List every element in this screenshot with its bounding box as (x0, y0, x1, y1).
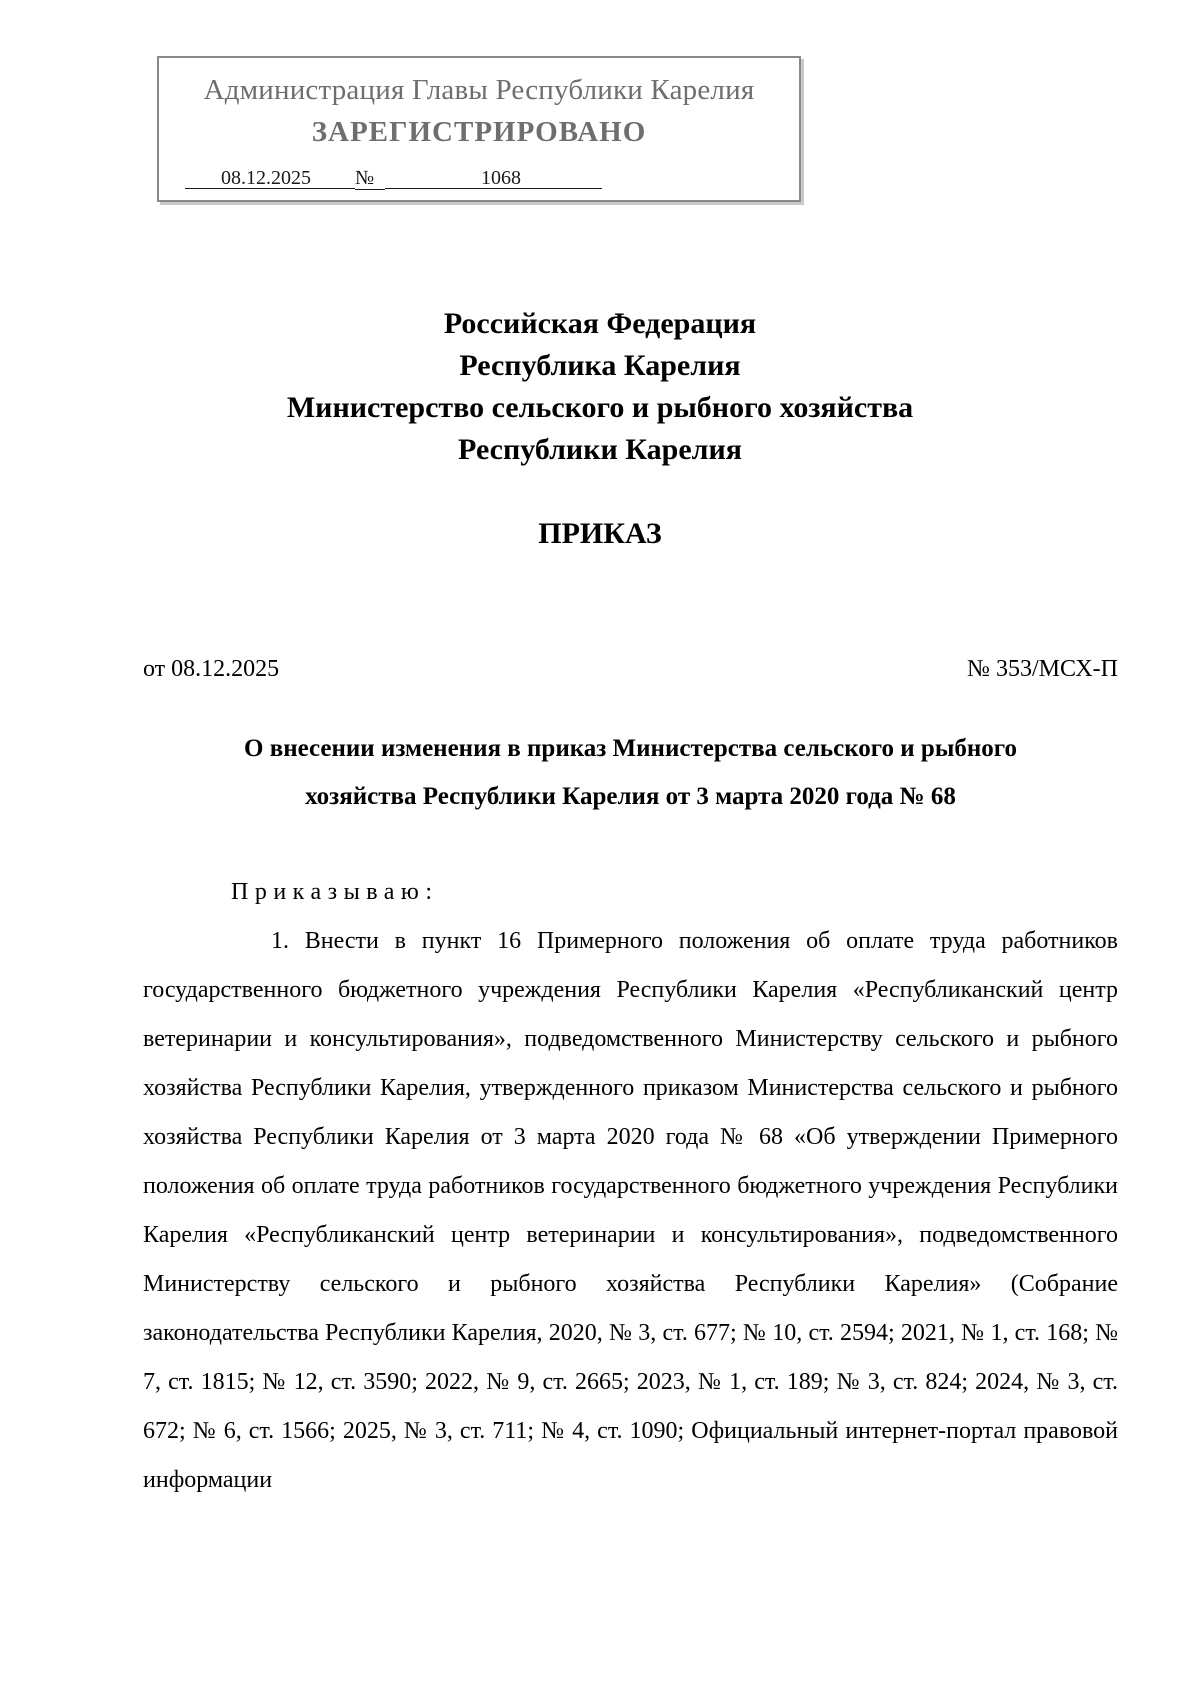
header-republic: Республика Карелия (459, 349, 741, 382)
document-type: ПРИКАЗ (538, 517, 662, 550)
paragraph-1: 1. Внести в пункт 16 Примерного положения об оплате труда работников государственного бюджетного учреждения Республики Карелия «Республиканский центр ветеринарии и консультирования», подведомственного Министерству сельского и рыбного хозяйства Республики Карелия, утвержденного приказом Министерства сельского и рыбного хозяйства Республики Карелия от 3 марта 2020 года № 68 «Об утверждении Примерного положения об оплате труда работников государственного бюджетного учреждения Республики Карелия «Республиканский центр ветеринарии и консультирования», подведомственного Министерству сельского и рыбного хозяйства Республики Карелия» (Собрание законодательства Республики Карелия, 2020, № 3, ст. 677; № 10, ст. 2594; 2021, № 1, ст. 168; № 7, ст. 1815; № 12, ст. 3590; 2022, № 9, ст. 2665; 2023, № 1, ст. 189; № 3, ст. 824; 2024, № 3, ст. 672; № 6, ст. 1566; 2025, № 3, ст. 711; № 4, ст. 1090; Официальный интернет-портал правовой информации (143, 928, 1118, 1493)
document-date: от 08.12.2025 (143, 656, 280, 682)
document-body (143, 868, 1118, 1505)
stamp-number-sign: № (355, 167, 385, 190)
document-number: № 353/МСХ-П (967, 656, 1118, 682)
stamp-registration-line (185, 167, 602, 190)
document-meta (143, 656, 1118, 683)
registration-stamp (157, 56, 801, 202)
document-header (0, 303, 1200, 471)
stamp-date: 08.12.2025 (185, 167, 355, 189)
document-title (143, 725, 1118, 821)
order-word: Приказываю: (231, 879, 439, 905)
title-line-2: хозяйства Республики Карелия от 3 марта 2020 года № 68 (305, 783, 956, 810)
header-country: Российская Федерация (443, 307, 757, 340)
stamp-authority: Администрация Главы Республики Карелия (203, 74, 755, 106)
header-ministry: Министерство сельского и рыбного хозяйства (286, 391, 914, 424)
title-line-1: О внесении изменения в приказ Министерства сельского и рыбного (244, 735, 1017, 762)
header-ministry-republic: Республики Карелия (458, 433, 742, 466)
stamp-registered-label: ЗАРЕГИСТРИРОВАНО (311, 116, 647, 148)
stamp-number: 1068 (385, 167, 602, 189)
